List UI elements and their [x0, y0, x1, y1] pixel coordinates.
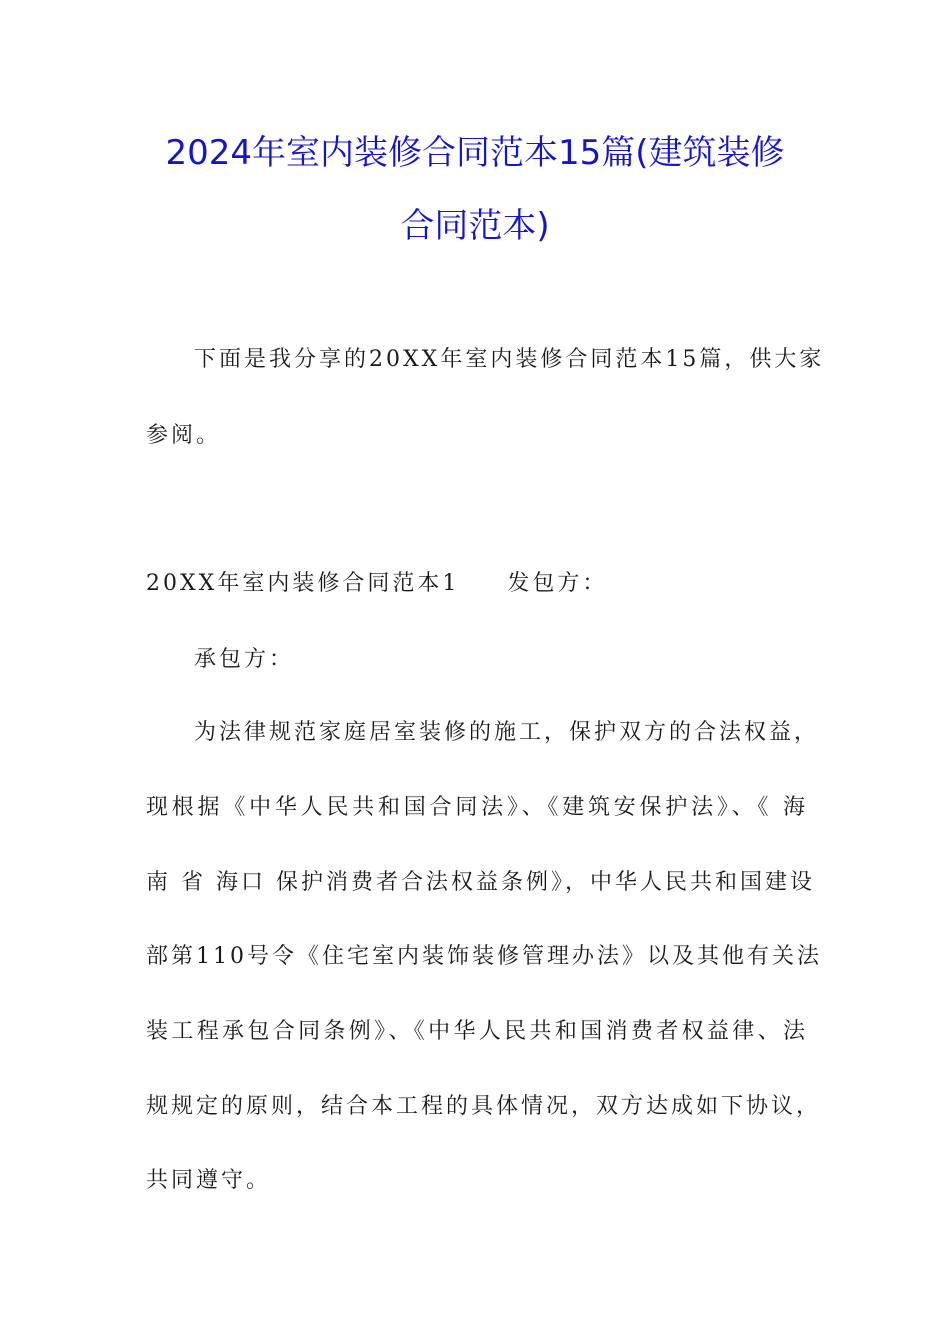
body-line-1: 为法律规范家庭居室装修的施工，保护双方的合法权益，	[194, 720, 820, 745]
document-title-line-2: 合同范本)	[400, 206, 550, 246]
employer-label: 发包方：	[507, 571, 608, 596]
contractor-label: 承包方：	[194, 647, 295, 672]
body-line-7: 共同遵守。	[146, 1168, 272, 1193]
intro-paragraph-line-1: 下面是我分享的20XX年室内装修合同范本15篇，供大家	[194, 347, 825, 372]
body-line-6: 规规定的原则，结合本工程的具体情况，双方达成如下协议，	[146, 1094, 822, 1119]
body-line-3: 南 省 海口 保护消费者合法权益条例》，中华人民共和国建设	[146, 870, 815, 895]
body-line-2: 现根据《中华人民共和国合同法》、《建筑安保护法》、《 海	[146, 795, 808, 820]
body-line-5: 装工程承包合同条例》、《中华人民共和国消费者权益律、法	[146, 1019, 808, 1044]
section-heading: 20XX年室内装修合同范本1	[146, 571, 460, 596]
section-heading-row	[146, 573, 808, 595]
document-title-line-1: 2024年室内装修合同范本15篇(建筑装修	[165, 133, 785, 173]
body-line-4: 部第110号令《住宅室内装饰装修管理办法》以及其他有关法	[146, 944, 822, 969]
intro-paragraph-line-2: 参阅。	[146, 423, 222, 448]
